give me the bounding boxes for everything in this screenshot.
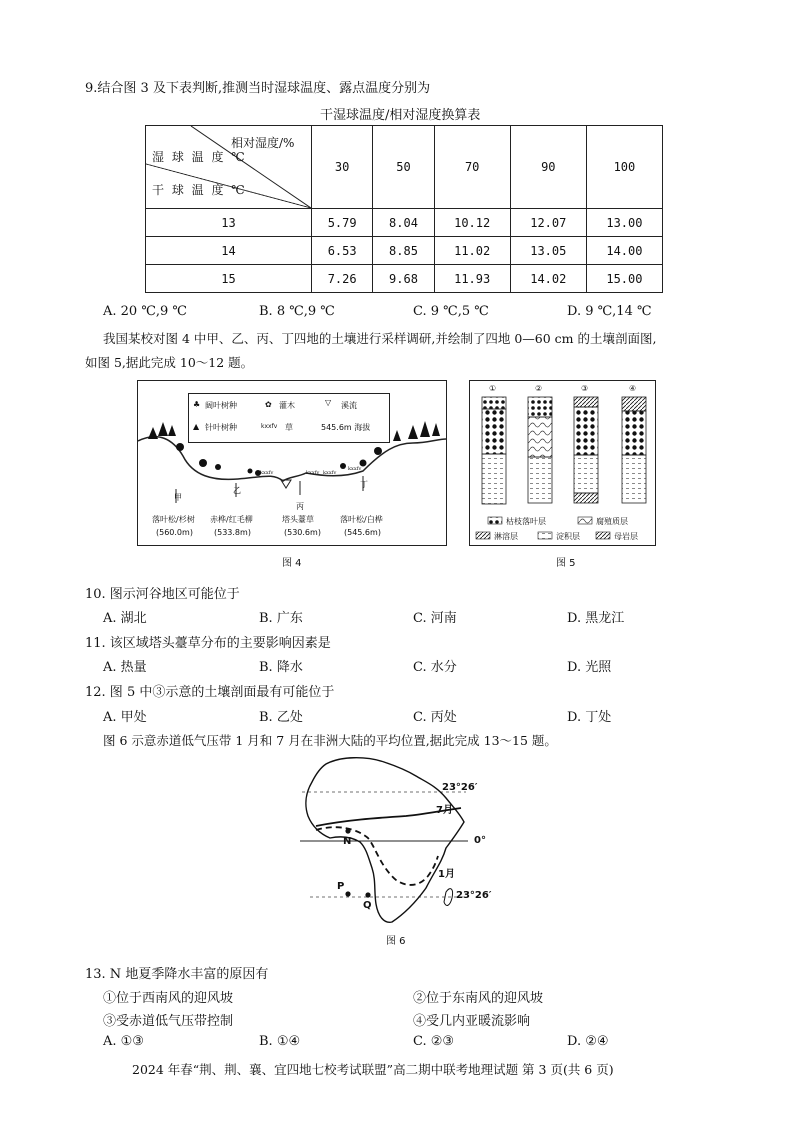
q13-option-c[interactable]: C. ②③ — [413, 1034, 455, 1049]
row-dry-15: 15 — [146, 265, 312, 293]
table-cell: 14.00 — [586, 237, 662, 265]
q10-option-c[interactable]: C. 河南 — [413, 611, 457, 626]
table-row — [146, 265, 663, 293]
figure-4 — [137, 380, 447, 546]
figure-5 — [469, 380, 656, 546]
col-header-90: 90 — [510, 126, 586, 209]
site-bing: 丙 — [296, 502, 304, 511]
shrub-icon: ✿ — [265, 400, 272, 409]
q12-option-c[interactable]: C. 丙处 — [413, 710, 457, 725]
broadleaf-icon: ♣ — [193, 400, 201, 409]
site-yi-veg: 赤桦/红毛柳 — [210, 515, 253, 524]
legend-illuvial-layer: 淀积层 — [556, 532, 580, 541]
grass-mark: kxxfv — [348, 466, 362, 472]
table-cell: 12.07 — [510, 209, 586, 237]
site-jia-veg: 落叶松/杉树 — [152, 515, 195, 524]
table-cell: 15.00 — [586, 265, 662, 293]
col-header-100: 100 — [586, 126, 662, 209]
latitude-south-label: 23°26′ — [456, 890, 492, 901]
q10-option-a[interactable]: A. 湖北 — [103, 611, 147, 626]
table-cell: 8.85 — [373, 237, 434, 265]
conifer-icon: ▲ — [193, 422, 200, 431]
site-jia-elev: (560.0m) — [156, 528, 193, 537]
intro-10-12-line2: 如图 5,据此完成 10～12 题。 — [85, 355, 254, 370]
intro-13-15: 图 6 示意赤道低气压带 1 月和 7 月在非洲大陆的平均位置,据此完成 13～15 题。 — [103, 733, 557, 748]
table-cell: 5.79 — [312, 209, 373, 237]
table-cell: 13.00 — [586, 209, 662, 237]
q13-option-a[interactable]: A. ①③ — [103, 1034, 144, 1049]
table-row — [146, 237, 663, 265]
q13-item-1: ①位于西南风的迎风坡 — [103, 991, 234, 1006]
fig4-caption: 图 4 — [282, 558, 302, 569]
q11-option-b[interactable]: B. 降水 — [259, 660, 303, 675]
table-cell: 9.68 — [373, 265, 434, 293]
profile-4-label: ④ — [629, 384, 637, 393]
q9-option-a[interactable]: A. 20 ℃,9 ℃ — [103, 304, 187, 319]
q12-option-b[interactable]: B. 乙处 — [259, 710, 303, 725]
point-n-label: N — [343, 836, 352, 847]
q12-option-d[interactable]: D. 丁处 — [567, 710, 612, 725]
corner-rh: 相对湿度/% — [231, 136, 295, 150]
col-header-30: 30 — [312, 126, 373, 209]
site-ding-elev: (545.6m) — [344, 528, 381, 537]
site-yi: 乙 — [233, 486, 241, 495]
q13-item-2: ②位于东南风的迎风坡 — [413, 991, 544, 1006]
col-header-70: 70 — [434, 126, 510, 209]
profile-1-label: ① — [489, 384, 497, 393]
table-cell: 10.12 — [434, 209, 510, 237]
legend-shrub: 灌木 — [279, 401, 295, 410]
fig6-caption: 图 6 — [386, 936, 406, 947]
site-ding-veg: 落叶松/白桦 — [340, 515, 383, 524]
table-title: 干湿球温度/相对湿度换算表 — [320, 108, 481, 123]
q13-stem: 13. N 地夏季降水丰富的原因有 — [85, 967, 269, 982]
q9-option-d[interactable]: D. 9 ℃,14 ℃ — [567, 304, 652, 319]
q11-stem: 11. 该区域塔头薹草分布的主要影响因素是 — [85, 636, 331, 651]
point-p-label: P — [337, 881, 345, 892]
july-label: 7月 — [436, 805, 453, 816]
legend-grass: 草 — [285, 423, 293, 432]
q10-option-d[interactable]: D. 黑龙江 — [567, 611, 625, 626]
legend-litter-layer: 枯枝落叶层 — [506, 517, 546, 526]
legend-stream: 溪流 — [341, 401, 357, 410]
q13-option-d[interactable]: D. ②④ — [567, 1034, 609, 1049]
row-dry-13: 13 — [146, 209, 312, 237]
site-ding: 丁 — [360, 480, 368, 489]
q13-item-3: ③受赤道低气压带控制 — [103, 1014, 234, 1029]
equator-label: 0° — [474, 835, 486, 846]
grass-icon: kxxfv — [261, 423, 278, 430]
legend-broadleaf: 阔叶树种 — [205, 401, 237, 410]
table-row — [146, 209, 663, 237]
legend-conifer: 针叶树种 — [205, 423, 237, 432]
corner-dry: 干 球 温 度 ℃ — [152, 183, 247, 197]
q12-option-a[interactable]: A. 甲处 — [103, 710, 147, 725]
grass-mark: kxxfv — [260, 470, 274, 476]
table-cell: 14.02 — [510, 265, 586, 293]
fig5-caption: 图 5 — [556, 558, 576, 569]
january-label: 1月 — [438, 869, 455, 880]
table-cell: 13.05 — [510, 237, 586, 265]
q9-option-c[interactable]: C. 9 ℃,5 ℃ — [413, 304, 489, 319]
table-cell: 11.02 — [434, 237, 510, 265]
table-cell: 6.53 — [312, 237, 373, 265]
q10-option-b[interactable]: B. 广东 — [259, 611, 303, 626]
q9-option-b[interactable]: B. 8 ℃,9 ℃ — [259, 304, 335, 319]
intro-10-12-line1: 我国某校对图 4 中甲、乙、丙、丁四地的土壤进行采样调研,并绘制了四地 0—60 cm 的土壤剖面图, — [103, 331, 657, 346]
q12-stem: 12. 图 5 中③示意的土壤剖面最有可能位于 — [85, 685, 335, 700]
grass-mark: kxxfv — [306, 470, 320, 476]
grass-mark: kxxfv — [323, 470, 337, 476]
corner-wet: 湿 球 温 度 ℃ — [152, 150, 247, 164]
legend-eluvial-layer: 淋溶层 — [494, 532, 518, 541]
q13-item-4: ④受几内亚暖流影响 — [413, 1014, 531, 1029]
row-dry-14: 14 — [146, 237, 312, 265]
q11-option-c[interactable]: C. 水分 — [413, 660, 457, 675]
q10-stem: 10. 图示河谷地区可能位于 — [85, 587, 240, 602]
col-header-50: 50 — [373, 126, 434, 209]
legend-parent-rock-layer: 母岩层 — [614, 532, 638, 541]
legend-humus-layer: 腐殖质层 — [596, 517, 628, 526]
legend-elevation: 545.6m 海拔 — [321, 423, 371, 432]
stream-icon: ▽ — [325, 398, 332, 407]
figure-6 — [296, 752, 506, 932]
site-bing-elev: (530.6m) — [284, 528, 321, 537]
table-cell: 11.93 — [434, 265, 510, 293]
site-bing-veg: 塔头薹草 — [282, 515, 314, 524]
latitude-north-label: 23°26′ — [442, 782, 478, 793]
site-jia: 甲 — [174, 493, 182, 502]
q13-option-b[interactable]: B. ①④ — [259, 1034, 301, 1049]
conversion-table — [145, 125, 663, 293]
site-yi-elev: (533.8m) — [214, 528, 251, 537]
table-corner-header — [146, 126, 312, 209]
table-cell: 8.04 — [373, 209, 434, 237]
profile-3-label: ③ — [581, 384, 589, 393]
point-q-label: Q — [363, 900, 372, 911]
table-cell: 7.26 — [312, 265, 373, 293]
fig4-legend — [188, 393, 390, 443]
q11-option-a[interactable]: A. 热量 — [103, 660, 147, 675]
q11-option-d[interactable]: D. 光照 — [567, 660, 612, 675]
profile-2-label: ② — [535, 384, 543, 393]
q9-stem: 9.结合图 3 及下表判断,推测当时湿球温度、露点温度分别为 — [85, 81, 431, 96]
page-footer: 2024 年春“荆、荆、襄、宜四地七校考试联盟”高二期中联考地理试题 第 3 页(共 6 页) — [132, 1062, 614, 1077]
